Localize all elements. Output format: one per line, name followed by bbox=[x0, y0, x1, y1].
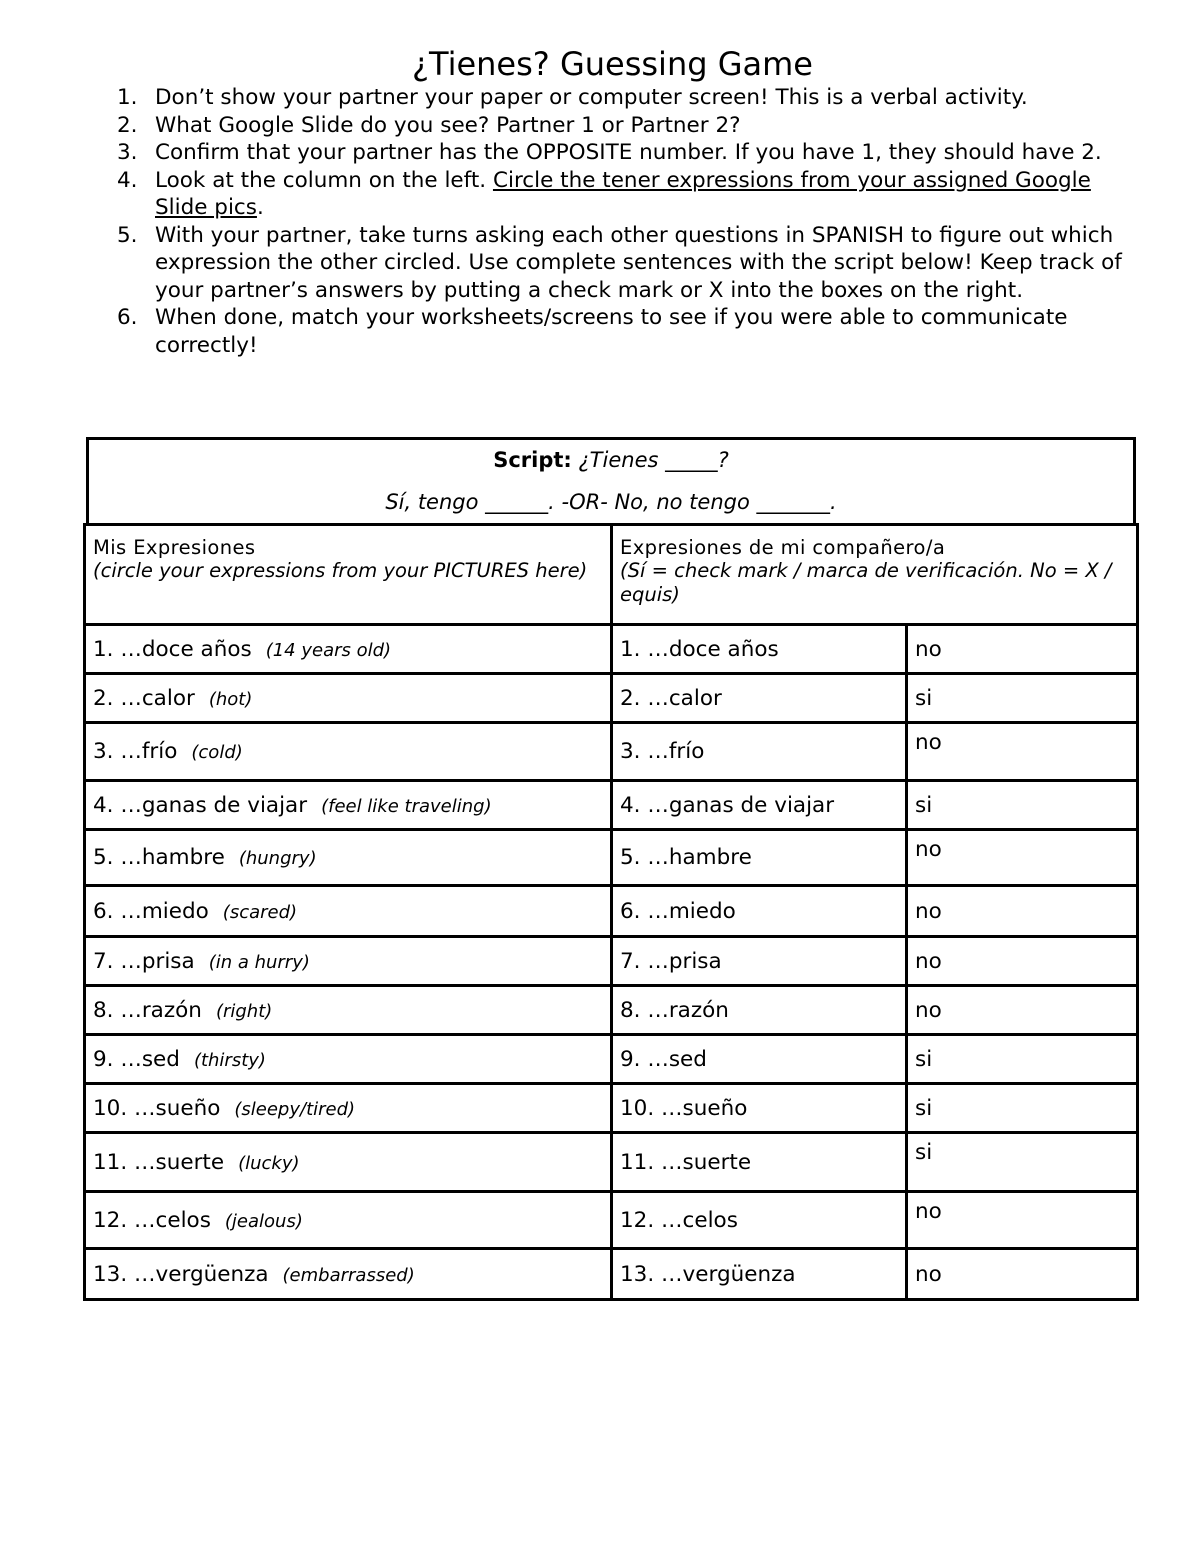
partner-answer-cell[interactable] bbox=[907, 781, 1138, 830]
script-label: Script: bbox=[493, 448, 572, 472]
my-expression: 7. …prisa bbox=[93, 948, 195, 974]
expression-translation: (hot) bbox=[208, 688, 253, 710]
expression-translation: (right) bbox=[215, 1000, 273, 1022]
my-expression: 11. …suerte bbox=[93, 1149, 225, 1175]
partner-answer: si bbox=[915, 1095, 933, 1121]
my-expression-cell[interactable] bbox=[85, 1249, 612, 1300]
partner-answer-cell[interactable] bbox=[907, 1133, 1138, 1192]
partner-answer-cell[interactable] bbox=[907, 937, 1138, 986]
my-expressions-header bbox=[85, 525, 612, 625]
my-expressions-title: Mis Expresiones bbox=[93, 536, 256, 559]
partner-answer-cell[interactable] bbox=[907, 674, 1138, 723]
table-row bbox=[85, 1249, 1138, 1300]
instruction-item bbox=[117, 222, 1147, 305]
my-expression: 4. …ganas de viajar bbox=[93, 792, 308, 818]
partner-expression-cell bbox=[612, 1035, 907, 1084]
partner-expression: 9. …sed bbox=[620, 1046, 707, 1072]
instruction-number: 5. bbox=[117, 222, 138, 248]
expression-translation: (in a hurry) bbox=[208, 951, 310, 973]
table-row bbox=[85, 674, 1138, 723]
partner-answer: no bbox=[915, 898, 942, 924]
my-expression-cell[interactable] bbox=[85, 1192, 612, 1249]
partner-expression-cell bbox=[612, 986, 907, 1035]
my-expression: 8. …razón bbox=[93, 997, 202, 1023]
my-expressions-subtitle: (circle your expressions from your PICTURES here) bbox=[93, 559, 588, 582]
partner-answer: si bbox=[915, 1140, 933, 1165]
my-expression-cell[interactable] bbox=[85, 674, 612, 723]
partner-expression-cell bbox=[612, 625, 907, 674]
partner-answer: no bbox=[915, 837, 942, 862]
my-expression-cell[interactable] bbox=[85, 1133, 612, 1192]
partner-answer: si bbox=[915, 685, 933, 711]
instructions-list bbox=[117, 84, 1147, 359]
script-box bbox=[86, 437, 1136, 524]
instruction-text-end: . bbox=[256, 195, 264, 220]
partner-answer-cell[interactable] bbox=[907, 1035, 1138, 1084]
instruction-number: 3. bbox=[117, 140, 138, 165]
partner-expression-cell bbox=[612, 781, 907, 830]
my-expression-cell[interactable] bbox=[85, 781, 612, 830]
partner-expression-cell bbox=[612, 723, 907, 781]
my-expression-cell[interactable] bbox=[85, 937, 612, 986]
partner-expression: 1. …doce años bbox=[620, 636, 779, 662]
partner-expression: 6. …miedo bbox=[620, 898, 736, 924]
instruction-item bbox=[117, 112, 1147, 140]
instruction-text: Look at the column on the left. bbox=[155, 167, 493, 193]
table-row bbox=[85, 937, 1138, 986]
expression-translation: (hungry) bbox=[238, 848, 317, 869]
partner-expression: 3. …frío bbox=[620, 739, 705, 764]
expression-translation: (scared) bbox=[222, 901, 298, 923]
partner-expression: 7. …prisa bbox=[620, 948, 722, 974]
my-expression: 9. …sed bbox=[93, 1046, 180, 1072]
my-expression-cell[interactable] bbox=[85, 986, 612, 1035]
table-row bbox=[85, 886, 1138, 937]
instruction-number: 6. bbox=[117, 305, 138, 330]
instruction-text: What Google Slide do you see? Partner 1 or Partner 2? bbox=[155, 112, 741, 138]
table-header-row bbox=[85, 525, 1138, 625]
table-row bbox=[85, 986, 1138, 1035]
expression-translation: (feel like traveling) bbox=[321, 795, 492, 817]
partner-expressions-subtitle: (Sí = check mark / marca de verificación. No = X / equis) bbox=[620, 559, 1112, 606]
my-expression: 12. …celos bbox=[93, 1207, 211, 1233]
instruction-text: With your partner, take turns asking each other questions in SPANISH to figure out which expression the other circled. Use complete sentences with the script below! Keep track of your partner’s answers by putting a check mark or X into the boxes on the right. bbox=[155, 222, 1122, 303]
expression-translation: (lucky) bbox=[238, 1152, 300, 1174]
partner-answer-cell[interactable] bbox=[907, 1084, 1138, 1133]
partner-expression-cell bbox=[612, 1249, 907, 1300]
my-expression: 10. …sueño bbox=[93, 1095, 221, 1121]
partner-expression-cell bbox=[612, 1133, 907, 1192]
partner-expression-cell bbox=[612, 937, 907, 986]
instruction-number: 1. bbox=[117, 85, 138, 110]
partner-answer-cell[interactable] bbox=[907, 1249, 1138, 1300]
script-question: ¿Tienes _____? bbox=[578, 448, 729, 472]
my-expression: 2. …calor bbox=[93, 685, 195, 711]
expression-translation: (thirsty) bbox=[193, 1049, 266, 1071]
expression-translation: (sleepy/tired) bbox=[234, 1098, 356, 1120]
partner-expressions-title: Expresiones de mi compañero/a bbox=[620, 536, 946, 559]
instruction-item bbox=[117, 84, 1147, 112]
table-row bbox=[85, 1192, 1138, 1249]
partner-answer: no bbox=[915, 948, 942, 974]
my-expression-cell[interactable] bbox=[85, 723, 612, 781]
partner-expression: 8. …razón bbox=[620, 997, 729, 1023]
table-row bbox=[85, 723, 1138, 781]
partner-answer: si bbox=[915, 1046, 933, 1072]
my-expression: 5. …hambre bbox=[93, 845, 225, 870]
my-expression: 13. …vergüenza bbox=[93, 1261, 269, 1287]
partner-expression-cell bbox=[612, 830, 907, 886]
partner-expression-cell bbox=[612, 1084, 907, 1133]
table-row bbox=[85, 1133, 1138, 1192]
page-title: ¿Tienes? Guessing Game bbox=[412, 45, 813, 83]
expression-translation: (14 years old) bbox=[265, 639, 392, 661]
my-expression-cell[interactable] bbox=[85, 830, 612, 886]
partner-expression: 5. …hambre bbox=[620, 845, 752, 870]
my-expression-cell[interactable] bbox=[85, 1035, 612, 1084]
partner-expression: 13. …vergüenza bbox=[620, 1261, 796, 1287]
table-row bbox=[85, 1035, 1138, 1084]
instruction-number: 4. bbox=[117, 167, 138, 193]
partner-answer-cell[interactable] bbox=[907, 986, 1138, 1035]
script-answer: Sí, tengo ______. -OR- No, no tengo _______. bbox=[385, 490, 837, 514]
instruction-underlined-text: Circle the tener expressions from your assigned Google Slide pics bbox=[155, 167, 1091, 220]
expression-translation: (jealous) bbox=[224, 1210, 303, 1232]
my-expression: 6. …miedo bbox=[93, 898, 209, 924]
instruction-text: Don’t show your partner your paper or computer screen! This is a verbal activity. bbox=[155, 85, 1028, 110]
partner-answer: no bbox=[915, 636, 942, 662]
table-row bbox=[85, 781, 1138, 830]
partner-expressions-header bbox=[612, 525, 1138, 625]
instruction-number: 2. bbox=[117, 112, 138, 138]
partner-answer-cell[interactable] bbox=[907, 1192, 1138, 1249]
partner-answer: no bbox=[915, 997, 942, 1023]
partner-answer: si bbox=[915, 792, 933, 818]
instruction-text: When done, match your worksheets/screens to see if you were able to communicate correctly! bbox=[155, 305, 1068, 358]
partner-answer-cell[interactable] bbox=[907, 886, 1138, 937]
table-row bbox=[85, 830, 1138, 886]
partner-answer: no bbox=[915, 730, 942, 755]
my-expression-cell[interactable] bbox=[85, 1084, 612, 1133]
partner-answer-cell[interactable] bbox=[907, 625, 1138, 674]
partner-answer: no bbox=[915, 1261, 942, 1287]
partner-expression-cell bbox=[612, 886, 907, 937]
expression-translation: (embarrassed) bbox=[282, 1264, 415, 1286]
expressions-table bbox=[83, 523, 1139, 1301]
instruction-item bbox=[117, 304, 1147, 359]
my-expression-cell[interactable] bbox=[85, 625, 612, 674]
expression-translation: (cold) bbox=[191, 742, 243, 763]
partner-expression-cell bbox=[612, 674, 907, 723]
my-expression-cell[interactable] bbox=[85, 886, 612, 937]
my-expression: 3. …frío bbox=[93, 739, 178, 764]
partner-expression: 4. …ganas de viajar bbox=[620, 792, 835, 818]
script-question-line bbox=[89, 448, 1133, 472]
partner-expression: 11. …suerte bbox=[620, 1149, 752, 1175]
instruction-item bbox=[117, 167, 1147, 222]
partner-expression-cell bbox=[612, 1192, 907, 1249]
partner-answer: no bbox=[915, 1199, 942, 1224]
partner-expression: 2. …calor bbox=[620, 685, 722, 711]
table-row bbox=[85, 625, 1138, 674]
partner-expression: 12. …celos bbox=[620, 1207, 738, 1233]
partner-answer-cell[interactable] bbox=[907, 723, 1138, 781]
instruction-text: Confirm that your partner has the OPPOSITE number. If you have 1, they should have 2. bbox=[155, 140, 1102, 165]
partner-answer-cell[interactable] bbox=[907, 830, 1138, 886]
instruction-item bbox=[117, 139, 1147, 167]
my-expression: 1. …doce años bbox=[93, 636, 252, 662]
table-row bbox=[85, 1084, 1138, 1133]
partner-expression: 10. …sueño bbox=[620, 1095, 748, 1121]
